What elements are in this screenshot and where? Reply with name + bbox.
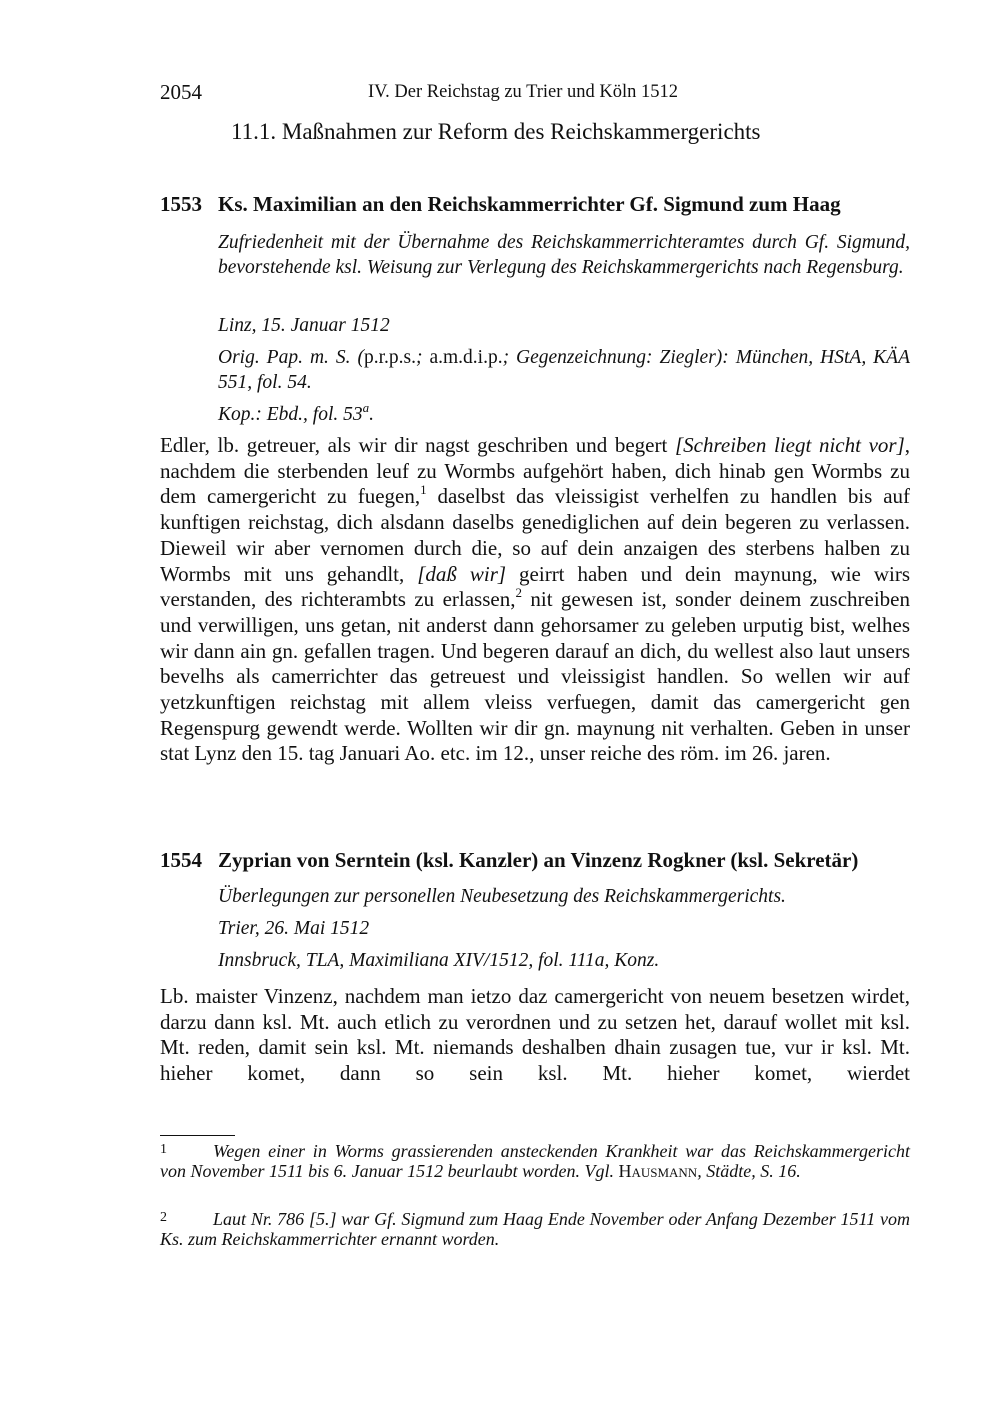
document-copy — [218, 399, 910, 427]
source-abbreviation: p.r.p.s. — [363, 347, 416, 368]
document-number: 1553 — [160, 192, 202, 216]
body-text: geirrt haben und dein maynung, wie wirs verstanden, des richterambts zu erlassen, — [160, 561, 910, 612]
document-1554-heading — [160, 848, 920, 873]
footnote-2 — [160, 1209, 910, 1249]
document-heading: Ks. Maximilian an den Reichskammerrichter Gf. Sigmund zum Haag — [218, 192, 841, 216]
running-title: IV. Der Reichstag zu Trier und Köln 1512 — [368, 82, 679, 102]
section-title: 11.1. Maßnahmen zur Reform des Reichskammergerichts — [231, 119, 761, 144]
document-heading: Zyprian von Serntein (ksl. Kanzler) an Vinzenz Rogkner (ksl. Sekretär) — [218, 848, 859, 872]
body-text: daselbst das vleissigist verhelfen zu handlen bis auf kunftigen reichstag, dich alsdann daselbs genediglichen auf dein begeren zu verlassen. Dieweil wir aber vernomen durch die, so auf dein anzaigen des sterbens halben zu Wormbs mit uns gehandlt, — [160, 484, 911, 586]
footnote-text: , Städte, S. 16. — [697, 1161, 801, 1181]
footnote-text: Wegen einer in Worms grassierenden ansteckenden Krankheit war das Reichskammergericht von November 1511 bis 6. Januar 1512 beurlaubt worden. Vgl. — [160, 1141, 910, 1181]
footnote-rule — [160, 1135, 235, 1136]
footnote-text: Laut Nr. 786 [5.] war Gf. Sigmund zum Haag Ende November oder Anfang Dezember 1511 vom Ks. zum Reichskammerrichter ernannt worden. — [160, 1209, 910, 1249]
footnote-reference[interactable]: 1 — [420, 482, 427, 498]
source-part: Orig. Pap. m. S. ( — [218, 347, 364, 368]
editorial-note: [daß wir] — [417, 561, 507, 586]
copy-text: Kop.: Ebd., fol. 53 — [218, 404, 363, 425]
document-date: Trier, 26. Mai 1512 — [218, 918, 370, 939]
footnote-author: Hausmann — [618, 1161, 698, 1181]
body-text: Edler, lb. getreuer, als wir dir nagst geschriben und begert — [160, 433, 675, 457]
body-text: nit gewesen ist, sonder deinem zuschreiben und verwilligen, uns getan, nit anderst dann gehorsamer zu geleben urputig bist, welhes wir dann ain gn. gefallen tragen. Und begeren darauf an dich, du wellest also laut unsers bevelhs als camerrichter das getreuest und vleissigist handlen. So wellen wir auf yetzkunftigen reichstag mit allem vleiss verfuegen, damit das camergericht gen Regenspurg gewendt werde. Wollten wir dir gn. maynung nit verhalten. Geben in unser stat Lynz den 15. tag Januari Ao. etc. im 12., unser reiche des röm. im 26. jaren. — [160, 587, 910, 766]
copy-period: . — [369, 404, 374, 425]
document-source: Innsbruck, TLA, Maximiliana XIV/1512, fol. 111a, Konz. — [218, 950, 660, 971]
body-text: Lb. maister Vinzenz, nachdem man ietzo daz camergericht von neuem besetzen wirdet, darzu dann ksl. Mt. auch etlich zu verordnen und zu setzen het, darauf wollet mit ksl. Mt. reden, damit sein ksl. Mt. niemands deshalben dhain zusagen tue, vur ir ksl. Mt. hieher komet, dann so sein ksl. Mt. hieher komet, wierdet — [160, 984, 910, 1086]
document-1553-heading — [160, 192, 920, 217]
document-source — [218, 345, 910, 395]
footnote-marker: 1 — [160, 1142, 167, 1157]
copy-superscript: a — [362, 399, 370, 415]
footnote-1 — [160, 1141, 910, 1181]
document-1553-body — [160, 433, 910, 767]
running-head — [160, 80, 910, 108]
source-part: ; Gegenzeichnung: Ziegler): München, HStA, KÄA 551, fol. 54. — [218, 347, 910, 393]
body-text: , nachdem die sterbenden leuf zu Wormbs aufgehört haben, dich hinab gen Wormbs zu dem camergericht zu fuegen, — [160, 433, 910, 509]
page-number: 2054 — [160, 80, 202, 104]
source-abbreviation: a.m.d.i.p. — [429, 347, 503, 368]
document-summary: Zufriedenheit mit der Übernahme des Reichskammerrichteramtes durch Gf. Sigmund, bevorstehende ksl. Weisung zur Verlegung des Reichskammergerichts nach Regensburg. — [218, 232, 910, 278]
document-date: Linz, 15. Januar 1512 — [218, 315, 390, 336]
document-summary: Überlegungen zur personellen Neubesetzung des Reichskammergerichts. — [218, 886, 786, 907]
footnote-marker: 2 — [160, 1210, 167, 1225]
editorial-note: [Schreiben liegt nicht vor] — [674, 433, 905, 457]
source-separator: ; — [415, 347, 430, 368]
footnote-reference[interactable]: 2 — [515, 585, 522, 601]
document-number: 1554 — [160, 848, 202, 872]
document-1554-body — [160, 984, 910, 1087]
